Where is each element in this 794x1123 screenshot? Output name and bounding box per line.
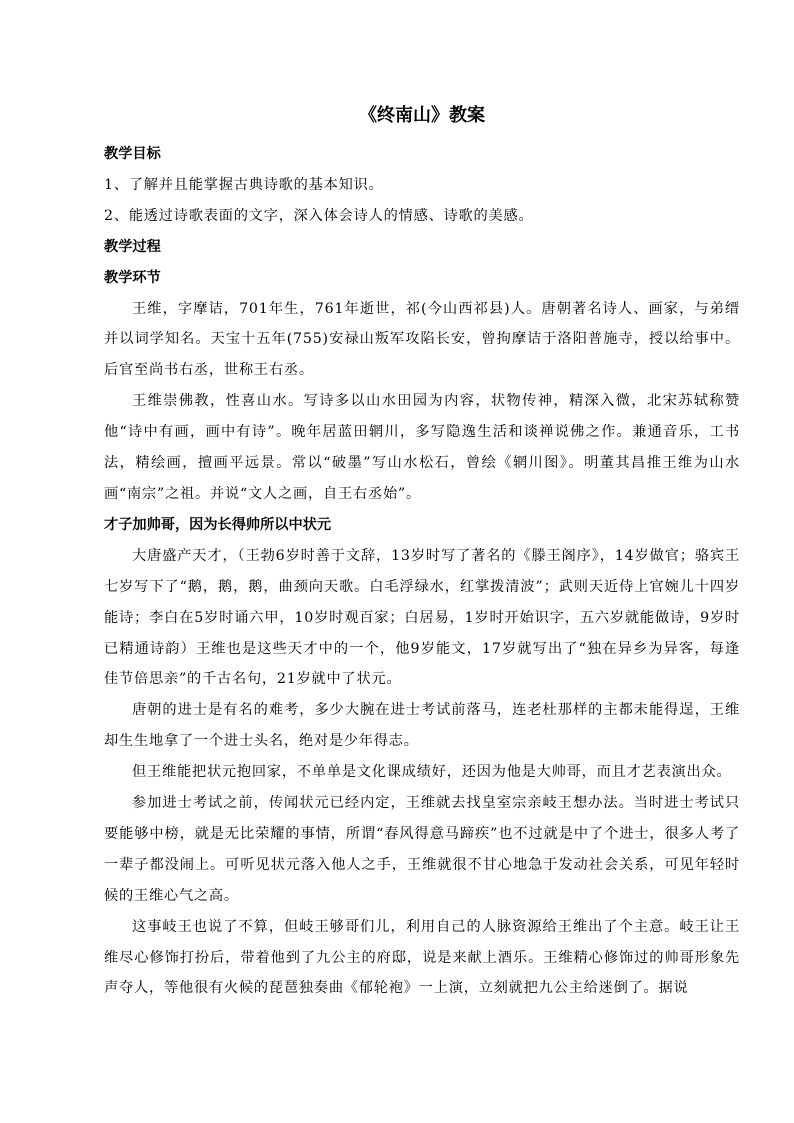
paragraph-princess: 这事岐王也说了不算，但岐王够哥们儿，利用自己的人脉资源给王维出了个主意。岐王让王维尽心修饰打扮后，带着他到了九公主的府邸，说是来献上酒乐。王维精心修饰过的帅哥形象先声夺人，等他很有火候的琵琶独奏曲《郁轮袍》一上演，立刻就把九公主给迷倒了。据说 [104, 918, 740, 997]
paragraph-prince-qi: 参加进士考试之前，传闻状元已经内定，王维就去找皇室宗亲岐王想办法。当时进士考试只要能够中榜，就是无比荣耀的事情，所谓“春风得意马蹄疾”也不过就是中了个进士，很多人考了一辈子都没闹上。可听见状元落入他人之手，王维就很不甘心地急于发动社会关系，可见年轻时候的王维心气之高。 [104, 795, 740, 904]
paragraph-handsome: 但王维能把状元抱回家，不单单是文化课成绩好，还因为他是大帅哥，而且才艺表演出众。 [132, 764, 732, 781]
document-body [104, 139, 740, 1004]
paragraph-biography: 王维，字摩诘，701年生，761年逝世，祁(今山西祁县)人。唐朝著名诗人、画家，与弟缙并以词学知名。天宝十五年(755)安禄山叛军攻陷长安，曾拘摩诘于洛阳普施寺，授以给事中。后官至尚书右丞，世称王右丞。 [104, 300, 740, 379]
section-heading-goals: 教学目标 [104, 146, 161, 162]
paragraph-prodigies: 大唐盛产天才，（王勃6岁时善于文辞，13岁时写了著名的《滕王阁序》，14岁做官；骆宾王七岁写下了“鹅，鹅，鹅，曲颈向天歌。白毛浮绿水，红掌拨清波”；武则天近侍上官婉儿十四岁能诗；李白在5岁时诵六甲，10岁时观百家；白居易，1岁时开始识字，五六岁就能做诗，9岁时已精通诗韵）王维也是这些天才中的一个，他9岁能文，17岁就写出了“独在异乡为异客，每逢佳节倍思亲”的千古名句，21岁就中了状元。 [104, 547, 740, 688]
goal-item-1: 1、了解并且能掌握古典诗歌的基本知识。 [104, 176, 384, 193]
document-title: 《终南山》教案 [359, 105, 485, 126]
paragraph-style: 王维崇佛教，性喜山水。写诗多以山水田园为内容，状物传神，精深入微，北宋苏轼称赞他“诗中有画，画中有诗”。晚年居蓝田辋川，多写隐逸生活和谈禅说佛之作。兼通音乐，工书法，精绘画，擅画平远景。常以“破墨”写山水松石，曾绘《辋川图》。明董其昌推王维为山水画“南宗”之祖。并说“文人之画，自王右丞始”。 [104, 393, 740, 502]
paragraph-exam: 唐朝的进士是有名的难考，多少大腕在进士考试前落马，连老杜那样的主都未能得逞，王维却生生地拿了一个进士头名，绝对是少年得志。 [104, 702, 740, 750]
section-heading-process: 教学过程 [104, 238, 161, 255]
section-heading-steps: 教学环节 [104, 269, 161, 286]
goal-item-2: 2、能透过诗歌表面的文字，深入体会诗人的情感、诗歌的美感。 [104, 207, 534, 224]
section-heading-subtitle: 才子加帅哥，因为长得帅所以中状元 [104, 516, 332, 533]
